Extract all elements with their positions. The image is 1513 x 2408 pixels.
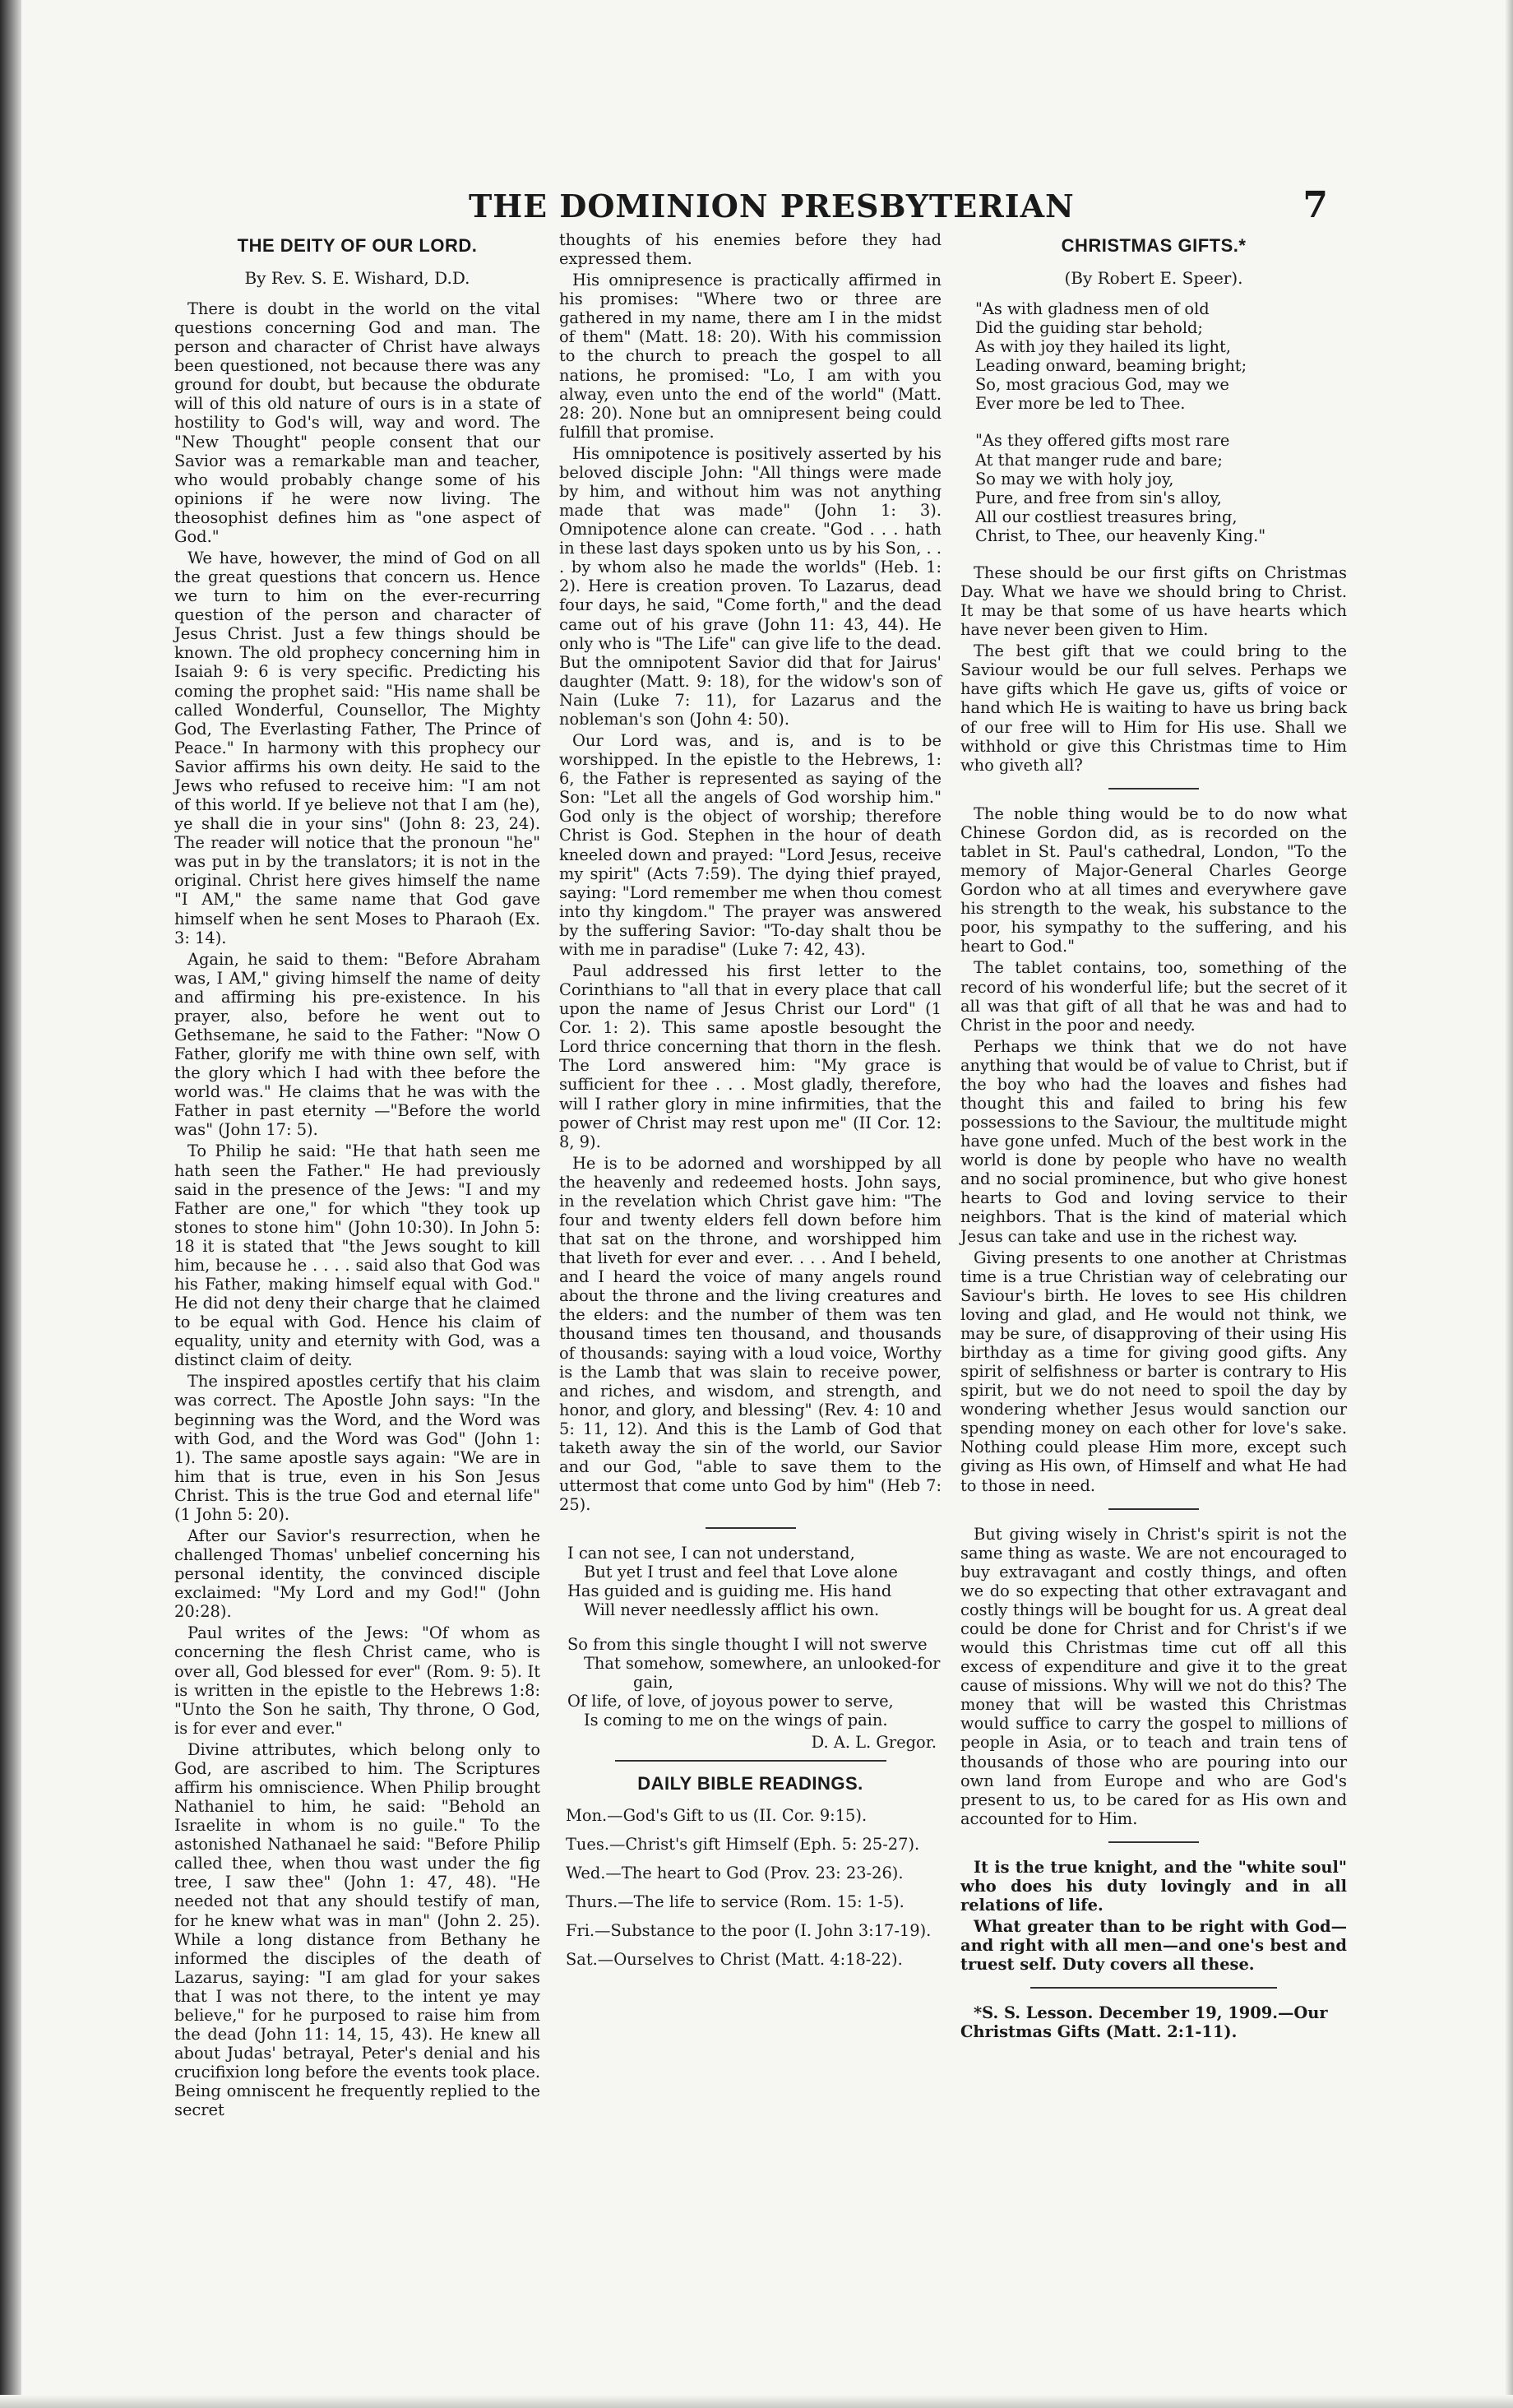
paragraph: What greater than to be right with God—and right with all men—and one's best and truest self. Duty covers all these. — [960, 1917, 1347, 1975]
section-divider — [1030, 1987, 1277, 1989]
reading-item: Tues.—Christ's gift Himself (Eph. 5: 25-27). — [566, 1835, 920, 1855]
paragraph: He is to be adorned and worshipped by all the heavenly and redeemed hosts. John says, in the revelation which Christ gave him: "The four and twenty elders fell down before him that sat on the throne, and worshipped him that liveth for ever and ever. . . . And I beheld, and I heard the voice of many angels round about the throne and the living creatures and the elders: and the number of them was ten thousand times ten thousand, and thousands of thousands: saying with a loud voice, Worthy is the Lamb that was slain to receive power, and riches, and wisdom, and strength, and honor, and glory, and blessing" (Rev. 4: 10 and 5: 11, 12). And this is the Lamb of God that taketh away the sin of the world, our Savior and our God, "able to save them to the uttermost that come unto God by him" (Heb 7: 25). — [559, 1153, 942, 1515]
scan-left-edge — [0, 0, 21, 2408]
poem-line: As with joy they hailed its light, — [975, 337, 1231, 357]
section-divider — [1108, 1841, 1199, 1843]
poem-line: Did the guiding star behold; — [975, 318, 1203, 338]
poem-line: So, most gracious God, may we — [975, 375, 1229, 395]
poem-line: Pure, and free from sin's alloy, — [975, 488, 1222, 507]
section-divider — [615, 1760, 886, 1762]
poem-author: D. A. L. Gregor. — [811, 1732, 937, 1752]
poem-line: Is coming to me on the wings of pain. — [584, 1710, 888, 1730]
poem-line: At that manger rude and bare; — [975, 450, 1223, 470]
poem-gifts — [975, 299, 1347, 545]
paragraph: Giving presents to one another at Christmas time is a true Christian way of celebrating our Saviour's birth. He loves to see His children loving and glad, and He would not think, we may be sure, of disapproving of their using His birthday as a time for giving good gifts. Any spirit of selfishness or barter is contrary to His spirit, but we do not need to spoil the day by wondering whether Jesus would sanction our spending money on each other for love's sake. Nothing could please Him more, except such giving as His own, of Himself and what He had to those in need. — [960, 1248, 1347, 1495]
scan-right-edge — [1505, 0, 1513, 2408]
paragraph: His omnipresence is practically affirmed in his promises: "Where two or three are gathered in my name, there am I in the midst of them" (Matt. 18: 20). With his commission to the church to preach the gospel to all nations, he promised: "Lo, I am with you alway, even unto the end of the world" (Matt. 28: 20). None but an omnipresent being could fulfill that promise. — [559, 271, 942, 442]
paragraph: The tablet contains, too, something of the record of his wonderful life; but the secret of it all was that gift of all that he was and had to Christ in the poor and needy. — [960, 958, 1347, 1035]
poem-line: That somehow, somewhere, an unlooked-for gain, — [584, 1653, 941, 1692]
poem-line: Leading onward, beaming bright; — [975, 356, 1247, 376]
scan-bottom-edge — [0, 2395, 1513, 2408]
paragraph: Perhaps we think that we do not have anything that would be of value to Christ, but if the boy who had the loaves and fishes had thought this and failed to bring his few possessions to the Saviour, the multitude might have gone unfed. Much of the best work in the world is done by people who have no wealth and no social prominence, but who give honest hearts to God and loving service to their neighbors. That is the kind of material which Jesus can take and use in the richest way. — [960, 1036, 1347, 1246]
paragraph: The inspired apostles certify that his claim was correct. The Apostle John says: "In the beginning was the Word, and the Word was with God, and the Word was God" (John 1: 1). The same apostle says again: "We are in him that is true, even in his Son Jesus Christ. This is the true God and eternal life" (1 John 5: 20). — [174, 1372, 540, 1524]
column-1 — [174, 230, 540, 2122]
readings-title: DAILY BIBLE READINGS. — [637, 1772, 863, 1794]
paragraph: To Philip he said: "He that hath seen me hath seen the Father." He had previously said in the presence of the Jews: "I and my Father are one," for which "they took up stones to stone him" (John 10:30). In John 5: 18 it is stated that "the Jews sought to kill him, because he . . . . said also that God was his Father, making himself equal with God." He did not deny their charge that he claimed to be equal with God. Hence his claim of equality, unity and eternity with God, was a distinct claim of deity. — [174, 1141, 540, 1370]
paragraph: But giving wisely in Christ's spirit is not the same thing as waste. We are not encouraged to buy extravagant and costly things, and often we do so expecting that other extravagant and costly things will be bought for us. A great deal could be done for Christ and for Christ's if we would this Christmas time cut off all this excess of expenditure and give it to the great cause of missions. Why will we not do this? The money that will be wasted this Christmas would suffice to carry the gospel to millions of people in Asia, or to teach and train tens of thousands of those who are pouring into our own land from Europe and who are God's present to us, to be cared for as His own and accounted for to Him. — [960, 1524, 1347, 1828]
paragraph: Paul writes of the Jews: "Of whom as concerning the flesh Christ came, who is over all, God blessed for ever" (Rom. 9: 5). It is written in the epistle to the Hebrews 1:8: "Unto the Son he saith, Thy throne, O God, is for ever and ever." — [174, 1623, 540, 1738]
poem-line: So from this single thought I will not swerve — [567, 1634, 928, 1654]
paragraph: Again, he said to them: "Before Abraham was, I AM," giving himself the name of deity and affirming his pre-existence. In his prayer, also, before he went out to Gethsemane, he said to the Father: "Now O Father, glorify me with thine own self, with the glory which I had with thee before the world was." He claims that he was with the Father in past eternity —"Before the world was" (John 17: 5). — [174, 949, 540, 1140]
poem-line: Of life, of love, of joyous power to serve, — [567, 1691, 894, 1711]
article-title-deity: THE DEITY OF OUR LORD. — [237, 235, 478, 256]
paragraph: After our Savior's resurrection, when he challenged Thomas' unbelief concerning his personal identity, the convinced disciple exclaimed: "My Lord and my God!" (John 20:28). — [174, 1526, 540, 1622]
poem-line: I can not see, I can not understand, — [567, 1544, 855, 1563]
article-byline-deity: By Rev. S. E. Wishard, D.D. — [244, 268, 470, 288]
paragraph-continuation: thoughts of his enemies before they had expressed them. — [559, 230, 942, 269]
paragraph: Paul addressed his first letter to the Corinthians to "all that in every place that call upon the name of Jesus Christ our Lord" (1 Cor. 1: 2). This same apostle besought the Lord thrice concerning that thorn in the flesh. The Lord answered him: "My grace is sufficient for thee . . . Most gladly, therefore, will I rather glory in mine infirmities, that the power of Christ may rest upon me" (II Cor. 12: 8, 9). — [559, 961, 942, 1151]
poem-line: Has guided and is guiding me. His hand — [567, 1581, 892, 1601]
paragraph: It is the true knight, and the "white soul" who does his duty lovingly and in all relations of life. — [960, 1857, 1347, 1915]
paragraph: We have, however, the mind of God on all the great questions that concern us. Hence we turn to him on the ever-recurring question of the person and character of Jesus Christ. Just a few things should be known. The old prophecy concerning him in Isaiah 9: 6 is very specific. Predicting his coming the prophet said: "His name shall be called Wonderful, Counsellor, The Mighty God, The Everlasting Father, The Prince of Peace." In harmony with this prophecy our Savior affirms his own deity. He said to the Jews who refused to receive him: "I am not of this world. If ye believe not that I am (he), ye shall die in your sins" (John 8: 23, 24). The reader will notice that the pronoun "he" was put in by the translators; it is not in the original. Christ here gives himself the name "I AM," the same name that God gave himself when he sent Moses to Pharaoh (Ex. 3: 14). — [174, 549, 540, 947]
paragraph: These should be our first gifts on Christmas Day. What we have we should bring to Christ. It may be that some of us have hearts which have never been given to Him. — [960, 563, 1347, 640]
page-number: 7 — [1302, 184, 1328, 226]
poem-line: But yet I trust and feel that Love alone — [584, 1563, 898, 1582]
reading-item: Sat.—Ourselves to Christ (Matt. 4:18-22). — [566, 1950, 903, 1970]
section-divider — [1108, 1508, 1199, 1510]
poem-line: Will never needlessly afflict his own. — [584, 1600, 880, 1620]
footnote: *S. S. Lesson. December 19, 1909.—Our Christmas Gifts (Matt. 2:1-11). — [960, 2003, 1328, 2042]
poem-line: Ever more be led to Thee. — [975, 394, 1186, 414]
article-byline-gifts: (By Robert E. Speer). — [1064, 268, 1243, 288]
article-title-gifts: CHRISTMAS GIFTS.* — [1061, 235, 1247, 256]
poem-stanza — [975, 431, 1347, 544]
reading-item: Fri.—Substance to the poor (I. John 3:17-19). — [566, 1921, 932, 1941]
paragraph: Our Lord was, and is, and is to be worshipped. In the epistle to the Hebrews, 1: 6, the Father is represented as saying of the Son: "Let all the angels of God worship him." God only is the object of worship; therefore Christ is God. Stephen in the hour of death kneeled down and prayed: "Lord Jesus, receive my spirit" (Acts 7:59). The dying thief prayed, saying: "Lord remember me when thou comest into thy kingdom." The prayer was answered by the suffering Savior: "To-day shalt thou be with me in paradise" (Luke 7: 42, 43). — [559, 731, 942, 959]
section-divider — [1108, 788, 1199, 790]
paragraph: His omnipotence is positively asserted by his beloved disciple John: "All things were made by him, and without him was not anything made that was made" (John 1: 3). Omnipotence alone can create. "God . . . hath in these last days spoken unto us by his Son, . . . by whom also he made the worlds" (Heb. 1: 2). Here is creation proven. To Lazarus, dead four days, he said, "Come forth," and the dead came out of his grave (John 11: 43, 44). He only who is "The Life" can give life to the dead. But the omnipotent Savior did that for Jairus' daughter (Matt. 9: 18), for the widow's son of Nain (Luke 7: 11), for Lazarus and the nobleman's son (John 4: 50). — [559, 443, 942, 729]
poem-spacer — [567, 1620, 942, 1635]
page-header — [469, 184, 1328, 237]
poem-line: Christ, to Thee, our heavenly King." — [975, 526, 1266, 545]
reading-item: Wed.—The heart to God (Prov. 23: 23-26). — [566, 1864, 904, 1883]
paragraph: The best gift that we could bring to the Saviour would be our full selves. Perhaps we have gifts which He gave us, gifts of voice or hand which He is waiting to have us bring back of our free will to Him for His use. Shall we withhold or give this Christmas time to Him who giveth all? — [960, 641, 1347, 775]
readings-list — [559, 1806, 942, 1969]
masthead-title: THE DOMINION PRESBYTERIAN — [469, 188, 1075, 225]
paragraph: Divine attributes, which belong only to God, are ascribed to him. The Scriptures affirm his omniscience. When Philip brought Nathaniel to him, he said: "Behold an Israelite in whom is no guile." To the astonished Nathanael he said: "Before Philip called thee, when thou wast under the fig tree, I saw thee" (John 1: 47, 48). "He needed not that any should testify of man, for he knew what was in man" (John 2. 25). While a long distance from Bethany he informed the disciples of the death of Lazarus, saying: "I am glad for your sakes that I was not there, to the intent ye may believe," for he purposed to raise him from the dead (John 11: 14, 15, 43). He knew all about Judas' betrayal, Peter's denial and his crucifixion long before the events took place. Being omniscent he frequently replied to the secret — [174, 1739, 540, 2120]
poem-line: So may we with holy joy, — [975, 469, 1174, 489]
column-2 — [559, 230, 942, 1979]
poem-trust — [567, 1544, 942, 1752]
paragraph: There is doubt in the world on the vital questions concerning God and man. The person and character of Christ have always been questioned, not because there was any ground for doubt, but because the obdurate will of this old nature of ours is in a state of hostility to God's will, way and word. The "New Thought" people consent that our Savior was a remarkable man and teacher, who would probably change some of his opinions if he were now living. The theosophist defines him as "one aspect of God." — [174, 299, 540, 546]
poem-stanza — [975, 299, 1347, 413]
reading-item: Thurs.—The life to service (Rom. 15: 1-5). — [566, 1892, 905, 1912]
section-divider — [706, 1527, 796, 1529]
column-3 — [960, 230, 1347, 2041]
paragraph: The noble thing would be to do now what Chinese Gordon did, as is recorded on the tablet in St. Paul's cathedral, London, "To the memory of Major-General Charles George Gordon who at all times and everywhere gave his strength to the weak, his substance to the poor, his sympathy to the suffering, and his heart to God." — [960, 803, 1347, 956]
reading-item: Mon.—God's Gift to us (II. Cor. 9:15). — [566, 1805, 868, 1825]
poem-line: "As with gladness men of old — [975, 299, 1210, 318]
poem-line: "As they offered gifts most rare — [975, 431, 1230, 451]
deity-body-col1 — [174, 299, 540, 2119]
poem-line: All our costliest treasures bring, — [975, 507, 1238, 526]
